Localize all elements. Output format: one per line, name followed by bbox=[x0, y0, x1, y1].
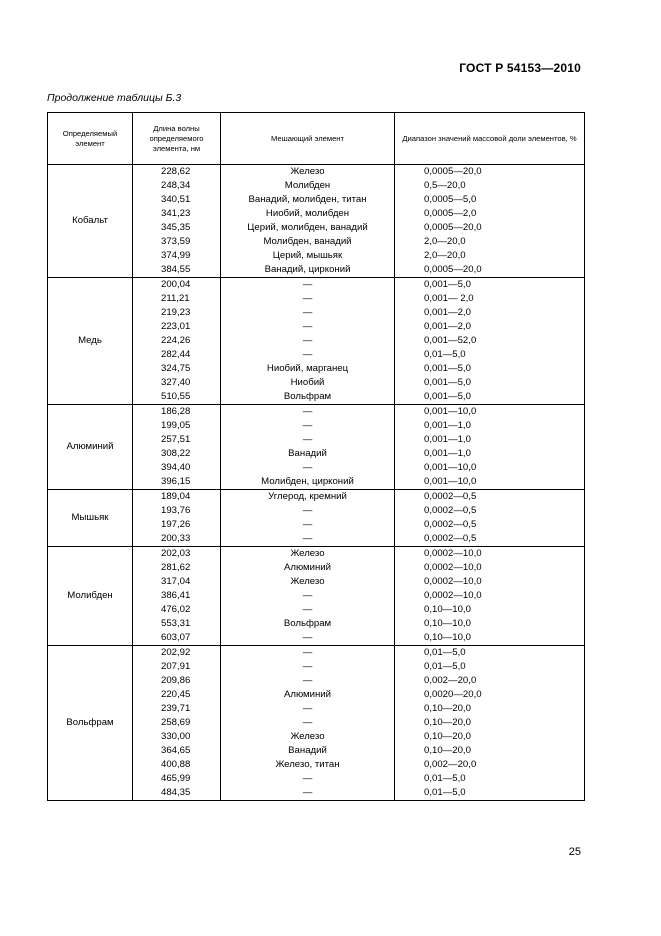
range-cell: 0,0002—0,5 bbox=[395, 532, 585, 547]
interfering-element-cell: Ванадий bbox=[221, 447, 395, 461]
range-cell: 0,001—10,0 bbox=[395, 461, 585, 475]
table-row bbox=[48, 405, 585, 420]
wavelength-cell: 220,45 bbox=[133, 688, 221, 702]
interfering-element-cell: — bbox=[221, 348, 395, 362]
wavelength-cell: 373,59 bbox=[133, 235, 221, 249]
range-cell: 0,0002—10,0 bbox=[395, 575, 585, 589]
wavelength-cell: 308,22 bbox=[133, 447, 221, 461]
range-cell: 0,01—5,0 bbox=[395, 660, 585, 674]
range-cell: 0,10—20,0 bbox=[395, 702, 585, 716]
interfering-element-cell: — bbox=[221, 772, 395, 786]
wavelength-cell: 394,40 bbox=[133, 461, 221, 475]
range-cell: 0,001—10,0 bbox=[395, 475, 585, 490]
range-cell: 0,10—10,0 bbox=[395, 617, 585, 631]
element-name-cell: Алюминий bbox=[48, 405, 133, 490]
range-cell: 0,0005—20,0 bbox=[395, 221, 585, 235]
range-cell: 0,01—5,0 bbox=[395, 786, 585, 801]
wavelength-cell: 476,02 bbox=[133, 603, 221, 617]
range-cell: 0,10—10,0 bbox=[395, 631, 585, 646]
range-cell: 0,001— 2,0 bbox=[395, 292, 585, 306]
wavelength-cell: 281,62 bbox=[133, 561, 221, 575]
table-header-row bbox=[48, 113, 585, 165]
column-header-wavelength: Длина волны определяемого элемента, нм bbox=[133, 113, 221, 165]
range-cell: 0,0002—10,0 bbox=[395, 589, 585, 603]
range-cell: 0,0002—0,5 bbox=[395, 504, 585, 518]
wavelength-cell: 189,04 bbox=[133, 490, 221, 505]
range-cell: 0,001—1,0 bbox=[395, 447, 585, 461]
range-cell: 0,002—20,0 bbox=[395, 758, 585, 772]
range-cell: 0,10—20,0 bbox=[395, 744, 585, 758]
interfering-element-cell: Железо, титан bbox=[221, 758, 395, 772]
range-cell: 0,10—10,0 bbox=[395, 603, 585, 617]
range-cell: 0,0002—10,0 bbox=[395, 561, 585, 575]
range-cell: 2,0—20,0 bbox=[395, 249, 585, 263]
range-cell: 0,10—20,0 bbox=[395, 716, 585, 730]
range-cell: 0,10—20,0 bbox=[395, 730, 585, 744]
range-cell: 0,001—5,0 bbox=[395, 362, 585, 376]
interfering-element-cell: Ниобий, молибден bbox=[221, 207, 395, 221]
table-row bbox=[48, 547, 585, 562]
element-name-cell: Вольфрам bbox=[48, 646, 133, 801]
interfering-element-cell: — bbox=[221, 461, 395, 475]
range-cell: 0,001—1,0 bbox=[395, 419, 585, 433]
interfering-element-cell: Молибден bbox=[221, 179, 395, 193]
interfering-element-cell: Молибден, цирконий bbox=[221, 475, 395, 490]
page-number: 25 bbox=[568, 846, 581, 858]
interfering-element-cell: Железо bbox=[221, 730, 395, 744]
interfering-element-cell: — bbox=[221, 603, 395, 617]
interfering-element-cell: Вольфрам bbox=[221, 390, 395, 405]
range-cell: 0,001—5,0 bbox=[395, 376, 585, 390]
interference-table bbox=[47, 112, 585, 801]
wavelength-cell: 510,55 bbox=[133, 390, 221, 405]
range-cell: 0,0002—10,0 bbox=[395, 547, 585, 562]
wavelength-cell: 228,62 bbox=[133, 165, 221, 180]
interfering-element-cell: — bbox=[221, 631, 395, 646]
interfering-element-cell: — bbox=[221, 646, 395, 661]
interfering-element-cell: — bbox=[221, 504, 395, 518]
range-cell: 0,0002—0,5 bbox=[395, 518, 585, 532]
interfering-element-cell: Молибден, ванадий bbox=[221, 235, 395, 249]
range-cell: 0,0002—0,5 bbox=[395, 490, 585, 505]
range-cell: 0,0020—20,0 bbox=[395, 688, 585, 702]
interfering-element-cell: Алюминий bbox=[221, 688, 395, 702]
interfering-element-cell: — bbox=[221, 419, 395, 433]
wavelength-cell: 219,23 bbox=[133, 306, 221, 320]
column-header-interfering-element: Мешающий элемент bbox=[221, 113, 395, 165]
interfering-element-cell: — bbox=[221, 320, 395, 334]
wavelength-cell: 324,75 bbox=[133, 362, 221, 376]
wavelength-cell: 553,31 bbox=[133, 617, 221, 631]
range-cell: 0,001—1,0 bbox=[395, 433, 585, 447]
range-cell: 0,01—5,0 bbox=[395, 348, 585, 362]
interfering-element-cell: — bbox=[221, 292, 395, 306]
wavelength-cell: 200,04 bbox=[133, 278, 221, 293]
wavelength-cell: 282,44 bbox=[133, 348, 221, 362]
interfering-element-cell: Ниобий bbox=[221, 376, 395, 390]
interfering-element-cell: — bbox=[221, 674, 395, 688]
interfering-element-cell: Ванадий bbox=[221, 744, 395, 758]
wavelength-cell: 193,76 bbox=[133, 504, 221, 518]
range-cell: 0,0005—5,0 bbox=[395, 193, 585, 207]
wavelength-cell: 248,34 bbox=[133, 179, 221, 193]
interfering-element-cell: — bbox=[221, 660, 395, 674]
wavelength-cell: 341,23 bbox=[133, 207, 221, 221]
element-name-cell: Медь bbox=[48, 278, 133, 405]
wavelength-cell: 207,91 bbox=[133, 660, 221, 674]
range-cell: 2,0—20,0 bbox=[395, 235, 585, 249]
table-row bbox=[48, 165, 585, 180]
column-header-range: Диапазон значений массовой доли элементов, % bbox=[395, 113, 585, 165]
range-cell: 0,0005—20,0 bbox=[395, 263, 585, 278]
interfering-element-cell: — bbox=[221, 589, 395, 603]
interfering-element-cell: — bbox=[221, 716, 395, 730]
interfering-element-cell: Ванадий, цирконий bbox=[221, 263, 395, 278]
wavelength-cell: 197,26 bbox=[133, 518, 221, 532]
wavelength-cell: 340,51 bbox=[133, 193, 221, 207]
wavelength-cell: 345,35 bbox=[133, 221, 221, 235]
wavelength-cell: 364,65 bbox=[133, 744, 221, 758]
interfering-element-cell: — bbox=[221, 334, 395, 348]
column-header-element: Определяемый элемент bbox=[48, 113, 133, 165]
wavelength-cell: 186,28 bbox=[133, 405, 221, 420]
range-cell: 0,002—20,0 bbox=[395, 674, 585, 688]
interfering-element-cell: — bbox=[221, 702, 395, 716]
interfering-element-cell: — bbox=[221, 306, 395, 320]
interfering-element-cell: Церий, молибден, ванадий bbox=[221, 221, 395, 235]
range-cell: 0,0005—2,0 bbox=[395, 207, 585, 221]
element-name-cell: Молибден bbox=[48, 547, 133, 646]
wavelength-cell: 386,41 bbox=[133, 589, 221, 603]
wavelength-cell: 202,92 bbox=[133, 646, 221, 661]
wavelength-cell: 258,69 bbox=[133, 716, 221, 730]
range-cell: 0,01—5,0 bbox=[395, 646, 585, 661]
range-cell: 0,001—10,0 bbox=[395, 405, 585, 420]
range-cell: 0,0005—20,0 bbox=[395, 165, 585, 180]
wavelength-cell: 400,88 bbox=[133, 758, 221, 772]
range-cell: 0,01—5,0 bbox=[395, 772, 585, 786]
interfering-element-cell: — bbox=[221, 405, 395, 420]
wavelength-cell: 211,21 bbox=[133, 292, 221, 306]
interfering-element-cell: Углерод, кремний bbox=[221, 490, 395, 505]
table-row bbox=[48, 646, 585, 661]
interfering-element-cell: Железо bbox=[221, 165, 395, 180]
element-name-cell: Кобальт bbox=[48, 165, 133, 278]
table-row bbox=[48, 490, 585, 505]
wavelength-cell: 209,86 bbox=[133, 674, 221, 688]
wavelength-cell: 484,35 bbox=[133, 786, 221, 801]
wavelength-cell: 317,04 bbox=[133, 575, 221, 589]
interfering-element-cell: Железо bbox=[221, 575, 395, 589]
table-row bbox=[48, 278, 585, 293]
interfering-element-cell: Вольфрам bbox=[221, 617, 395, 631]
wavelength-cell: 257,51 bbox=[133, 433, 221, 447]
range-cell: 0,5—20,0 bbox=[395, 179, 585, 193]
interfering-element-cell: Алюминий bbox=[221, 561, 395, 575]
wavelength-cell: 603,07 bbox=[133, 631, 221, 646]
range-cell: 0,001—5,0 bbox=[395, 278, 585, 293]
wavelength-cell: 200,33 bbox=[133, 532, 221, 547]
interfering-element-cell: — bbox=[221, 433, 395, 447]
range-cell: 0,001—52,0 bbox=[395, 334, 585, 348]
wavelength-cell: 465,99 bbox=[133, 772, 221, 786]
wavelength-cell: 396,15 bbox=[133, 475, 221, 490]
wavelength-cell: 330,00 bbox=[133, 730, 221, 744]
element-name-cell: Мышьяк bbox=[48, 490, 133, 547]
interfering-element-cell: — bbox=[221, 278, 395, 293]
wavelength-cell: 224,26 bbox=[133, 334, 221, 348]
range-cell: 0,001—2,0 bbox=[395, 306, 585, 320]
wavelength-cell: 199,05 bbox=[133, 419, 221, 433]
interfering-element-cell: Ванадий, молибден, титан bbox=[221, 193, 395, 207]
range-cell: 0,001—5,0 bbox=[395, 390, 585, 405]
interfering-element-cell: — bbox=[221, 518, 395, 532]
wavelength-cell: 202,03 bbox=[133, 547, 221, 562]
range-cell: 0,001—2,0 bbox=[395, 320, 585, 334]
interfering-element-cell: Ниобий, марганец bbox=[221, 362, 395, 376]
standard-designation: ГОСТ Р 54153—2010 bbox=[459, 61, 581, 75]
interfering-element-cell: — bbox=[221, 532, 395, 547]
interfering-element-cell: Церий, мышьяк bbox=[221, 249, 395, 263]
wavelength-cell: 223,01 bbox=[133, 320, 221, 334]
wavelength-cell: 374,99 bbox=[133, 249, 221, 263]
wavelength-cell: 384,55 bbox=[133, 263, 221, 278]
wavelength-cell: 239,71 bbox=[133, 702, 221, 716]
wavelength-cell: 327,40 bbox=[133, 376, 221, 390]
interfering-element-cell: Железо bbox=[221, 547, 395, 562]
interfering-element-cell: — bbox=[221, 786, 395, 801]
table-caption: Продолжение таблицы Б.3 bbox=[47, 92, 182, 104]
